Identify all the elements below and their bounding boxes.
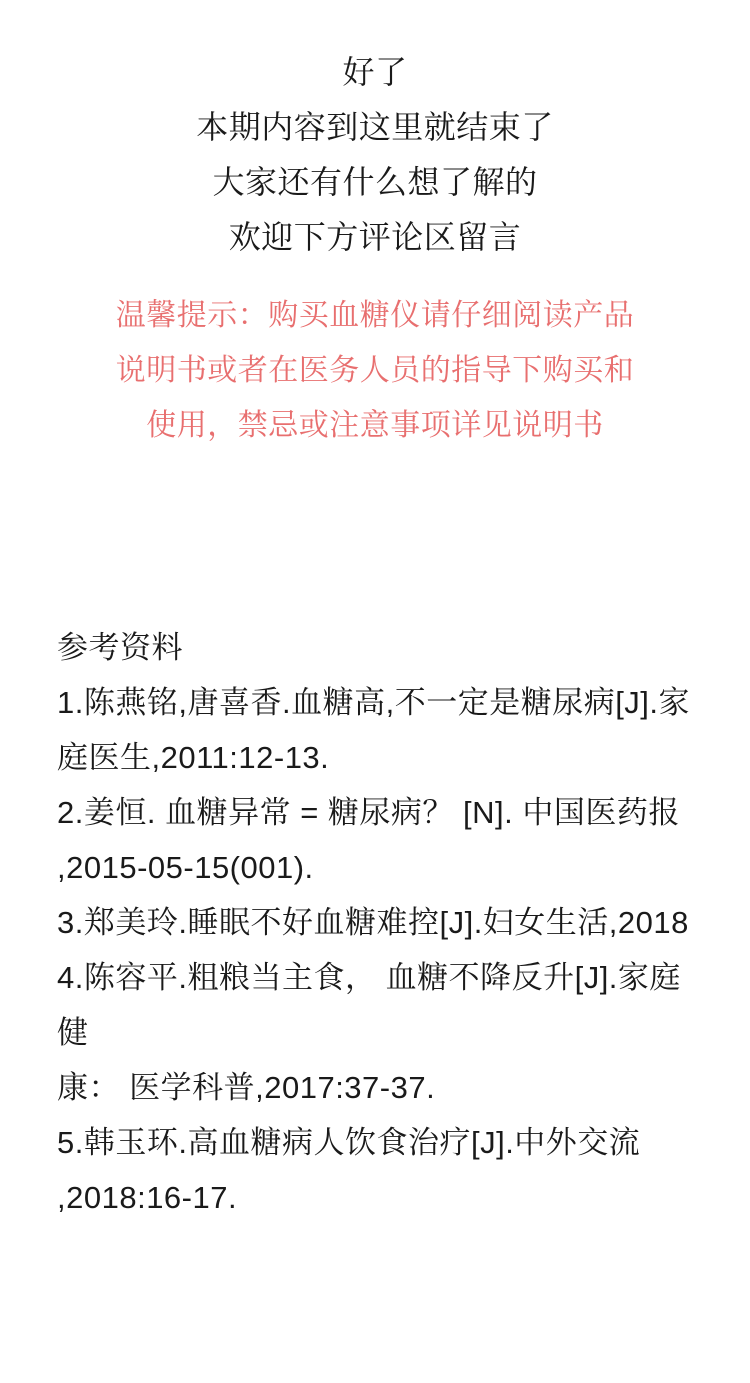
- reference-line: ,2018:16-17.: [57, 1180, 238, 1215]
- closing-line: 好了: [342, 54, 408, 90]
- warm-notice: [0, 288, 750, 453]
- reference-line: 1.陈燕铭,唐喜香.血糖高,不一定是糖尿病[J].家: [57, 685, 691, 720]
- closing-line: 大家还有什么想了解的: [212, 164, 538, 200]
- notice-line: 温馨提示：购买血糖仪请仔细阅读产品: [115, 299, 635, 332]
- reference-line: 2.姜恒. 血糖异常 = 糖尿病？ [N]. 中国医药报: [57, 795, 680, 830]
- reference-line: 庭医生,2011:12-13.: [57, 740, 330, 775]
- reference-line: 5.韩玉环.高血糖病人饮食治疗[J].中外交流: [57, 1125, 641, 1160]
- closing-message: [0, 0, 750, 265]
- notice-line: 说明书或者在医务人员的指导下购买和: [115, 354, 635, 387]
- reference-line: 康： 医学科普,2017:37-37.: [57, 1070, 436, 1105]
- closing-line: 欢迎下方评论区留言: [228, 219, 522, 255]
- notice-line: 使用，禁忌或注意事项详见说明书: [146, 409, 604, 442]
- reference-line: 4.陈容平.粗粮当主食， 血糖不降反升[J].家庭健: [57, 960, 681, 1050]
- reference-line: 3.郑美玲.睡眠不好血糖难控[J].妇女生活,2018: [57, 905, 689, 940]
- references-heading: 参考资料: [57, 630, 183, 665]
- reference-line: ,2015-05-15(001).: [57, 850, 314, 885]
- closing-line: 本期内容到这里就结束了: [196, 109, 554, 145]
- references-section: [0, 620, 750, 1225]
